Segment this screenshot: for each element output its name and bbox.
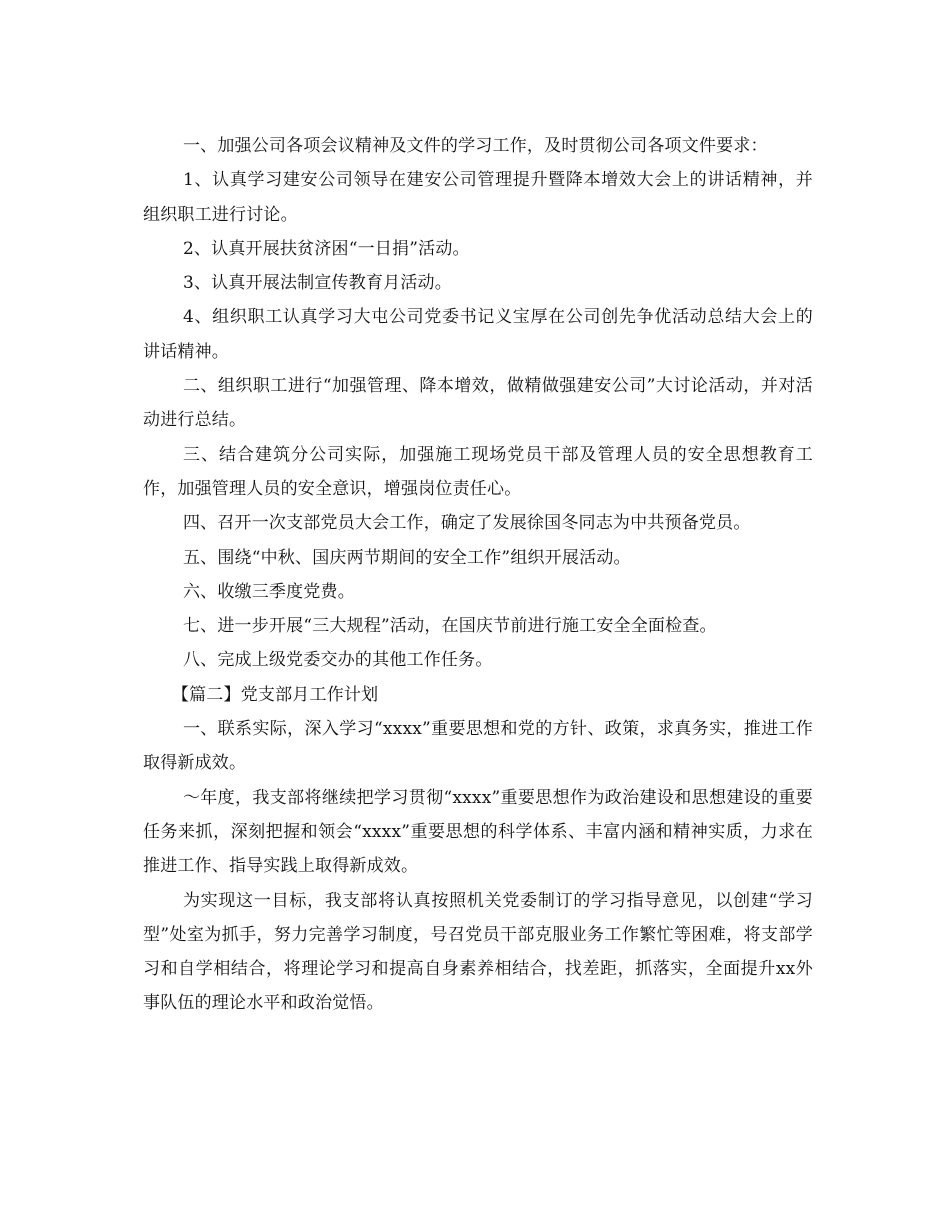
paragraph-14: ～年度，我支部将继续把学习贯彻“xxxx”重要思想作为政治建设和思想建设的重要任务来抓，深刻把握和领会“xxxx”重要思想的科学体系、丰富内涵和精神实质，力求在推进工作、指导实践上取得新成效。 [143, 787, 813, 877]
paragraph-7: 三、结合建筑分公司实际，加强施工现场党员干部及管理人员的安全思想教育工作，加强管理人员的安全意识，增强岗位责任心。 [143, 444, 813, 499]
paragraph-6: 二、组织职工进行“加强管理、降本增效，做精做强建安公司”大讨论活动，并对活动进行总结。 [143, 376, 813, 431]
paragraph-8: 四、召开一次支部党员大会工作，确定了发展徐国冬同志为中共预备党员。 [182, 513, 751, 534]
paragraph-10: 六、收缴三季度党费。 [182, 581, 355, 602]
paragraph-4: 3、认真开展法制宣传教育月活动。 [182, 273, 452, 294]
paragraph-5: 4、组织职工认真学习大屯公司党委书记义宝厚在公司创先争优活动总结大会上的讲话精神。 [143, 307, 813, 362]
paragraph-13: 一、联系实际，深入学习“xxxx”重要思想和党的方针、政策，求真务实，推进工作取得新成效。 [143, 719, 813, 774]
paragraph-9: 五、围绕“中秋、国庆两节期间的安全工作”组织开展活动。 [182, 547, 631, 568]
paragraph-2: 1、认真学习建安公司领导在建安公司管理提升暨降本增效大会上的讲话精神，并组织职工进行讨论。 [143, 170, 813, 225]
paragraph-15: 为实现这一目标，我支部将认真按照机关党委制订的学习指导意见，以创建“学习型”处室为抓手，努力完善学习制度，号召党员干部克服业务工作繁忙等困难，将支部学习和自学相结合，将理论学习和提高自身素养相结合，找差距，抓落实，全面提升xx外事队伍的理论水平和政治觉悟。 [143, 890, 813, 1014]
paragraph-12: 八、完成上级党委交办的其他工作任务。 [182, 650, 493, 671]
paragraph-1: 一、加强公司各项会议精神及文件的学习工作，及时贯彻公司各项文件要求： [182, 136, 768, 156]
paragraph-3: 2、认真开展扶贫济困“一日捐”活动。 [182, 238, 470, 259]
paragraph-11: 七、进一步开展“三大规程”活动，在国庆节前进行施工安全全面检查。 [182, 616, 717, 637]
section-heading: 【篇二】党支部月工作计划 [171, 684, 379, 705]
document-body [143, 129, 813, 1021]
